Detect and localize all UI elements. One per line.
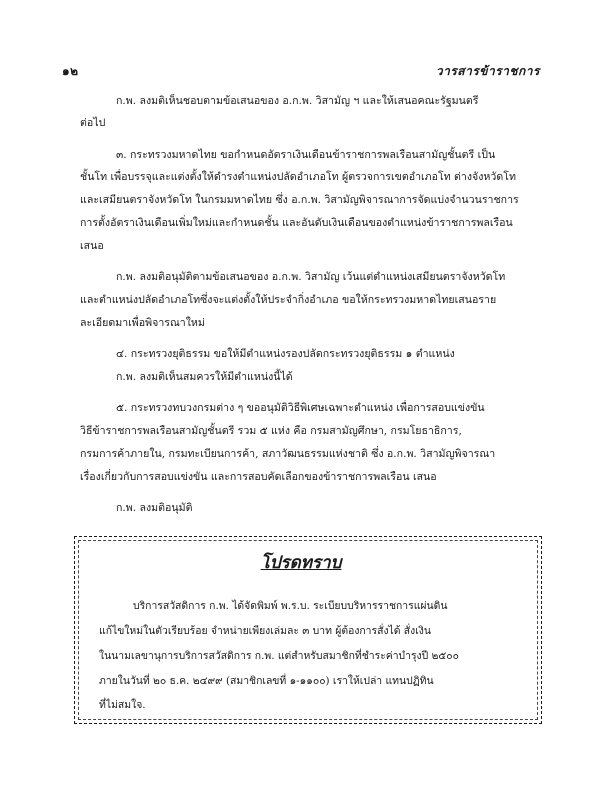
notice-line: แก้ไขใหม่ในตัวเรียบร้อย จำหน่ายเพียงเล่มละ ๓ บาท ผู้ต้องการสั่งได้ สั่งเงิน bbox=[99, 625, 431, 637]
notice-line: ที่ไม่สมใจ. bbox=[99, 699, 146, 711]
journal-title: วารสารข้าราชการ bbox=[435, 64, 540, 78]
body-line: ก.พ. ลงมติอนุมัติตามข้อเสนอของ อ.ก.พ. วิสามัญ เว้นแต่ตำแหน่งเสมียนตราจังหวัดโท bbox=[116, 271, 506, 283]
body-line: ก.พ. ลงมติเห็นชอบตามข้อเสนอของ อ.ก.พ. วิสามัญ ฯ และให้เสนอคณะรัฐมนตรี bbox=[116, 95, 479, 107]
page-number: ๑๒ bbox=[62, 64, 79, 78]
body-line: เสนอ bbox=[80, 240, 104, 252]
body-line: ๔. กระทรวงยุติธรรม ขอให้มีตำแหน่งรองปลัดกระทรวงยุติธรรม ๑ ตำแหน่ง bbox=[116, 348, 455, 360]
body-line: กรมการค้าภายใน, กรมทะเบียนการค้า, สภาวัฒนธรรมแห่งชาติ ซึ่ง อ.ก.พ. วิสามัญพิจารณา bbox=[80, 448, 496, 460]
body-line: การตั้งอัตราเงินเดือนเพิ่มใหม่และกำหนดชั้น และอันดับเงินเดือนของตำแหน่งข้าราชการพลเรือน bbox=[80, 217, 513, 229]
body-line: ๕. กระทรวงทบวงกรมต่าง ๆ ขออนุมัติวิธีพิเศษเฉพาะตำแหน่ง เพื่อการสอบแข่งขัน bbox=[116, 402, 485, 414]
notice-title: โปรดทราบ bbox=[260, 553, 342, 573]
body-line: วิธีข้าราชการพลเรือนสามัญชั้นตรี รวม ๕ แห่ง คือ กรมสามัญศึกษา, กรมโยธาธิการ, bbox=[80, 425, 462, 437]
body-line: เรื่องเกี่ยวกับการสอบแข่งขัน และการสอบคัดเลือกของข้าราชการพลเรือน เสนอ bbox=[80, 471, 437, 483]
body-line: ชั้นโท เพื่อบรรจุและแต่งตั้งให้ดำรงตำแหน่งปลัดอำเภอโท ผู้ตรวจการเขตอำเภอโท ต่างจังหวัดโท bbox=[80, 171, 516, 183]
body-line: ละเอียดมาเพื่อพิจารณาใหม่ bbox=[80, 317, 205, 329]
notice-box bbox=[74, 536, 542, 724]
body-line: ต่อไป bbox=[80, 117, 106, 129]
notice-line: บริการสวัสดิการ ก.พ. ได้จัดพิมพ์ พ.ร.บ. ระเบียบบริหารราชการแผ่นดิน bbox=[133, 600, 448, 612]
body-line: ก.พ. ลงมติเห็นสมควรให้มีตำแหน่งนี้ได้ bbox=[116, 371, 293, 383]
notice-line: ภายในวันที่ ๒๐ ธ.ค. ๒๔๙๙ (สมาชิกเลขที่ ๑-๑๑๐๐) เราให้เปล่า แทนปฏิทิน bbox=[99, 675, 434, 687]
body-line: ก.พ. ลงมติอนุมัติ bbox=[116, 502, 193, 514]
body-line: และเสมียนตราจังหวัดโท ในกรมมหาดไทย ซึ่ง อ.ก.พ. วิสามัญพิจารณาการจัดแบ่งจำนวนราชการ bbox=[80, 194, 519, 206]
notice-line: ในนามเลขานุการบริการสวัสดิการ ก.พ. แต่สำหรับสมาชิกที่ชำระค่าบำรุงปี ๒๕๐๐ bbox=[99, 650, 459, 662]
body-line: ๓. กระทรวงมหาดไทย ขอกำหนดอัตราเงินเดือนข้าราชการพลเรือนสามัญชั้นตรี เป็น bbox=[116, 149, 496, 161]
body-line: และตำแหน่งปลัดอำเภอโทซึ่งจะแต่งตั้งให้ประจำกิ่งอำเภอ ขอให้กระทรวงมหาดไทยเสนอราย bbox=[80, 294, 497, 306]
